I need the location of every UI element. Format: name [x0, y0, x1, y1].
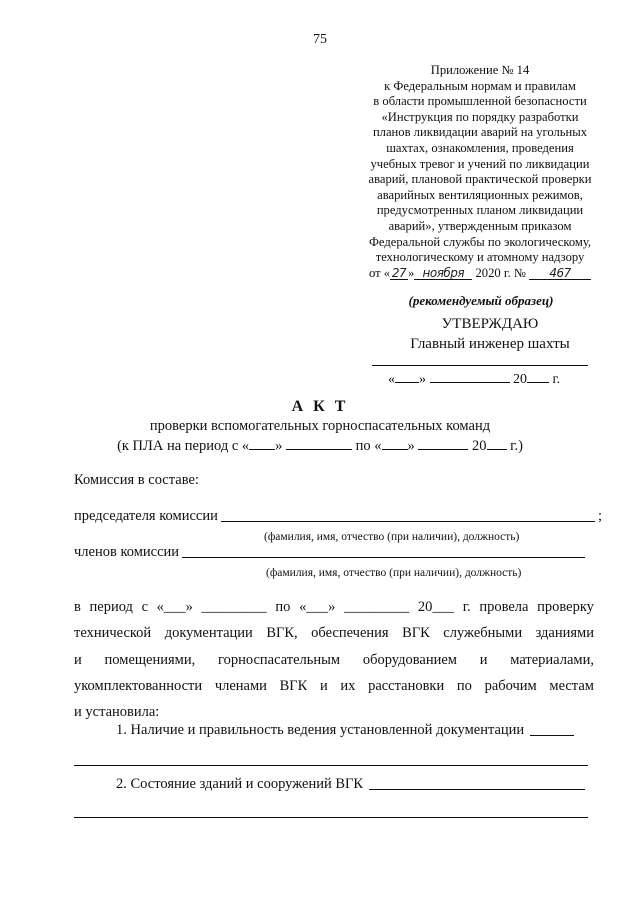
members-row — [74, 544, 588, 561]
word: «___» — [156, 599, 193, 615]
word: расстановки — [368, 677, 445, 694]
approve-position: Главный инженер шахты — [410, 336, 570, 352]
approval-block — [390, 314, 590, 354]
appendix-line: учебных тревог и учений по ликвидации — [370, 156, 590, 171]
act-period-mid2: » — [407, 438, 415, 454]
word: ВГК, — [266, 625, 298, 642]
paragraph-line — [74, 594, 594, 620]
approval-date-open: « — [388, 372, 395, 387]
order-date-line — [335, 266, 625, 282]
appendix-line: «Инструкция по порядку разработки — [381, 109, 579, 124]
appendix-line: аварий», утвержденным приказом — [388, 218, 572, 233]
handwritten-order-number: 467 — [549, 265, 571, 280]
members-fill-line — [182, 557, 585, 558]
date-prefix: от « — [368, 265, 391, 280]
act-period-close: г.) — [510, 438, 523, 454]
act-period-year: 20 — [472, 438, 487, 454]
word: документации — [164, 625, 253, 642]
word: ВГК — [279, 677, 308, 694]
word: по — [275, 599, 291, 615]
word: укомплектованности — [74, 677, 203, 694]
chair-caption: (фамилия, имя, отчество (при наличии), должность) — [264, 531, 520, 543]
appendix-line: в области промышленной безопасности — [373, 94, 587, 109]
approval-year-suffix: г. — [552, 372, 561, 387]
word: ВГК — [402, 625, 430, 642]
word: 20___ — [417, 599, 455, 615]
appendix-line: к Федеральным нормам и правилам — [384, 78, 576, 93]
approval-date — [372, 369, 588, 388]
page-number: 75 — [313, 32, 327, 47]
word: технической — [74, 625, 152, 642]
word: оборудованием — [362, 651, 457, 668]
word: горноспасательным — [218, 651, 341, 668]
appendix-line: планов ликвидации аварий на угольных — [372, 125, 588, 140]
appendix-line: предусмотренных планом ликвидации — [376, 203, 584, 218]
members-caption: (фамилия, имя, отчество (при наличии), должность) — [266, 567, 522, 579]
chair-fill-line — [221, 521, 595, 522]
item-buildings — [116, 776, 585, 793]
approve-title: УТВЕРЖДАЮ — [441, 316, 539, 332]
word: период — [89, 599, 133, 615]
item-fill-line — [530, 735, 574, 736]
word: местам — [549, 677, 594, 694]
chair-row — [74, 508, 602, 525]
word: служебными — [443, 625, 523, 642]
act-period — [0, 436, 640, 456]
date-close: » — [408, 265, 415, 280]
chair-end: ; — [597, 508, 602, 524]
paragraph-line — [74, 673, 594, 699]
paragraph-line — [74, 620, 594, 646]
members-label: членов комиссии — [74, 544, 180, 560]
word: их — [340, 677, 356, 694]
act-period-to: по « — [355, 438, 382, 454]
date-year: 2020 г. № — [475, 265, 526, 280]
commission-label: Комиссия в составе: — [74, 472, 199, 488]
word: провела — [479, 599, 529, 615]
word: зданиями — [535, 625, 594, 642]
appendix-line: шахтах, ознакомления, проведения — [386, 140, 574, 155]
word: г. — [462, 599, 471, 615]
sample-label: (рекомендуемый образец) — [408, 293, 554, 308]
act-period-mid1: » — [275, 438, 283, 454]
item-label: 1. Наличие и правильность ведения установленной документации — [116, 722, 525, 738]
word: _________ — [201, 599, 267, 615]
signature-line — [372, 365, 588, 366]
appendix-line: аварий, плановой практической проверки — [368, 172, 592, 187]
word: обеспечения — [311, 625, 389, 642]
approval-year: 20 — [513, 372, 527, 387]
paragraph-line — [74, 647, 594, 673]
answer-line — [74, 817, 588, 818]
word: с — [141, 599, 148, 615]
answer-line — [74, 765, 588, 766]
appendix-header — [335, 63, 625, 281]
chair-label: председателя комиссии — [74, 508, 218, 524]
act-period-open: (к ПЛА на период с « — [117, 438, 250, 454]
appendix-line: Приложение № 14 — [430, 63, 530, 77]
paragraph-line-last: и установила: — [74, 704, 160, 721]
word: и — [479, 651, 488, 668]
act-title: А К Т — [291, 398, 349, 415]
word: рабочим — [484, 677, 537, 694]
word: «___» — [299, 599, 336, 615]
word: по — [456, 677, 472, 694]
word: материалами, — [510, 651, 594, 668]
word: проверку — [537, 599, 594, 615]
item-documentation — [116, 722, 574, 739]
appendix-line: Федеральной службы по экологическому, — [368, 234, 592, 249]
word: помещениями, — [104, 651, 196, 668]
item-fill-line — [369, 789, 585, 790]
word: _________ — [343, 599, 410, 615]
handwritten-month: ноября — [422, 265, 465, 280]
word: и — [319, 677, 328, 694]
item-label: 2. Состояние зданий и сооружений ВГК — [116, 776, 364, 792]
appendix-line: аварийных вентиляционных режимов, — [377, 187, 583, 202]
handwritten-day: 27 — [391, 265, 407, 280]
act-subtitle-block — [0, 417, 640, 456]
approval-date-close: » — [419, 372, 426, 387]
act-subtitle: проверки вспомогательных горноспасательных команд — [149, 418, 491, 434]
inspection-paragraph — [74, 594, 594, 725]
word: членами — [214, 677, 267, 694]
word: и — [74, 651, 82, 668]
appendix-line: технологическому и атомному надзору — [375, 250, 585, 265]
word: в — [74, 599, 81, 615]
